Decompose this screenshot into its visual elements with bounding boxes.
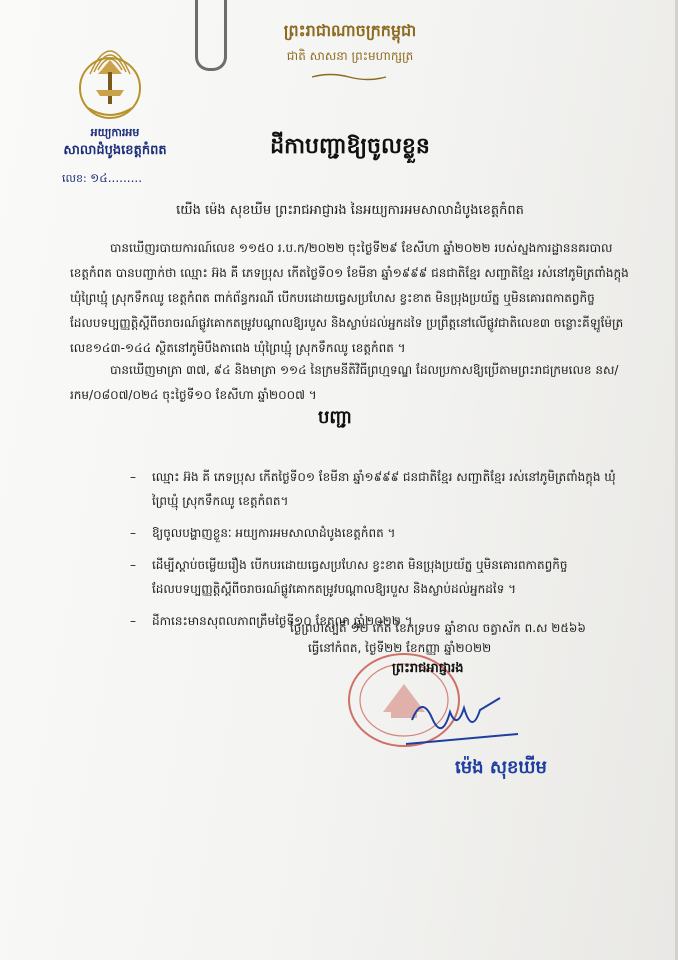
paragraph-legal-basis: បានឃើញមាត្រា ៣៧, ៩៤ និងមាត្រា ១១៤ នៃក្រមនីតិវិធីព្រហ្មទណ្ឌ ដែលប្រកាសឱ្យប្រើតាមព្រះរាជក្រមលេខ នស/រកម/០៨០៧/០២៤ ចុះថ្ងៃទី១០ ខែសីហា ឆ្នាំ២០០៧ ។ — [70, 363, 619, 402]
order-item: – ដើម្បីស្ដាប់ចម្លើយរឿង បើកបរដោយធ្វេសប្រហែស ខ្វះខាត មិនប្រុងប្រយ័ត្ន ឬមិនគោរពកាតព្វកិច្ចដែលបទប្បញ្ញត្តិស្ដីពីចរាចរណ៍ផ្លូវគោកតម្រូវបណ្ដាលឱ្យរបួស និងស្លាប់ដល់អ្នកដទៃ ។ — [130, 553, 630, 601]
reference-number — [62, 170, 142, 188]
reference-value: ១៤......... — [90, 171, 143, 185]
order-items — [130, 465, 630, 641]
order-item: – ឈ្មោះ អ៊ង គី ភេទប្រុស កើតថ្ងៃទី០១ ខែមីនា ឆ្នាំ១៩៩៩ ជនជាតិខ្មែរ សញ្ជាតិខ្មែរ រស់នៅភូមិត្រពាំងក្ដុង ឃុំព្រៃឃ្មុំ ស្រុកទឹកឈូ ខេត្តកំពត។ — [130, 465, 630, 513]
ministry-line2: សាលាដំបូងខេត្តកំពត — [63, 143, 167, 158]
national-motto: ជាតិ សាសនា ព្រះមហាក្សត្រ — [286, 49, 414, 63]
order-heading: បញ្ជា — [318, 407, 352, 428]
signatory-name: ម៉េង សុខឃីម — [455, 757, 547, 778]
signatory-title: ព្រះរាជអាជ្ញារង — [392, 661, 464, 676]
document-title: ដីកាបញ្ជាឱ្យចូលខ្លួន — [270, 134, 430, 159]
handwritten-signature-icon — [402, 690, 522, 750]
ministry-block — [55, 124, 175, 160]
place-date: ធ្វើនៅកំពត, ថ្ងៃទី២២ ខែកញ្ញា ឆ្នាំ២០២២ — [308, 641, 492, 655]
ministry-emblem-icon — [76, 34, 144, 126]
order-item: – ឱ្យចូលបង្ហាញខ្លួនៈ អយ្យការអមសាលាដំបូងខេត្តកំពត ។ — [130, 521, 630, 545]
paragraph-report: បានឃើញរបាយការណ៍លេខ ១១៥០ រ.ប.ក/២០២២ ចុះថ្ងៃទី២៩ ខែសីហា ឆ្នាំ២០២២ របស់ស្នងការដ្ឋាននគរបាលខេត្តកំពត បានបញ្ជាក់ថា ឈ្មោះ អ៊ង គី ភេទប្រុស កើតថ្ងៃទី០១ ខែមីនា ឆ្នាំ១៩៩៩ ជនជាតិខ្មែរ សញ្ជាតិខ្មែរ រស់នៅភូមិត្រពាំងក្ដុង ឃុំព្រៃឃ្មុំ ស្រុកទឹកឈូ ខេត្តកំពត ពាក់ព័ន្ធករណី បើកបរដោយធ្វេសប្រហែស ខ្វះខាត មិនប្រុងប្រយ័ត្ន ឬមិនគោរពកាតព្វកិច្ចដែលបទប្បញ្ញត្តិស្ដីពីចរាចរណ៍ផ្លូវគោកតម្រូវបណ្ដាលឱ្យរបួស និងស្លាប់ដល់អ្នកដទៃ ប្រព្រឹត្តនៅលើផ្លូវជាតិលេខ៣ ចន្លោះគីឡូម៉ែត្រលេខ១៤៣-១៤៤ ស្ថិតនៅភូមិបឹងតាពេង ឃុំព្រៃឃ្មុំ ស្រុកទឹកឈូ ខេត្តកំពត ។ — [70, 241, 629, 355]
kingdom-header: ព្រះរាជាណាចក្រកម្ពុជា — [283, 21, 417, 40]
ornament-divider-icon — [310, 72, 388, 82]
lunar-date: ថ្ងៃព្រហស្បតិ៍ ១២ កើត ខែភទ្របទ ឆ្នាំខាល ចត្វាស័ក ព.ស ២៥៦៦ — [290, 621, 586, 635]
issuer-line: យើង ម៉េង សុខឃីម ព្រះរាជអាជ្ញារង នៃអយ្យការអមសាលាដំបូងខេត្តកំពត — [176, 203, 524, 218]
ministry-line1: អយ្យការអម — [90, 126, 140, 139]
order-item: – ដីកានេះមានសុពលភាពត្រឹមថ្ងៃទី១០ ខែតុលា ឆ្នាំ២០២២ ។ — [130, 609, 630, 633]
paper-clip — [195, 0, 227, 71]
reference-label: លេខ: — [62, 172, 87, 185]
